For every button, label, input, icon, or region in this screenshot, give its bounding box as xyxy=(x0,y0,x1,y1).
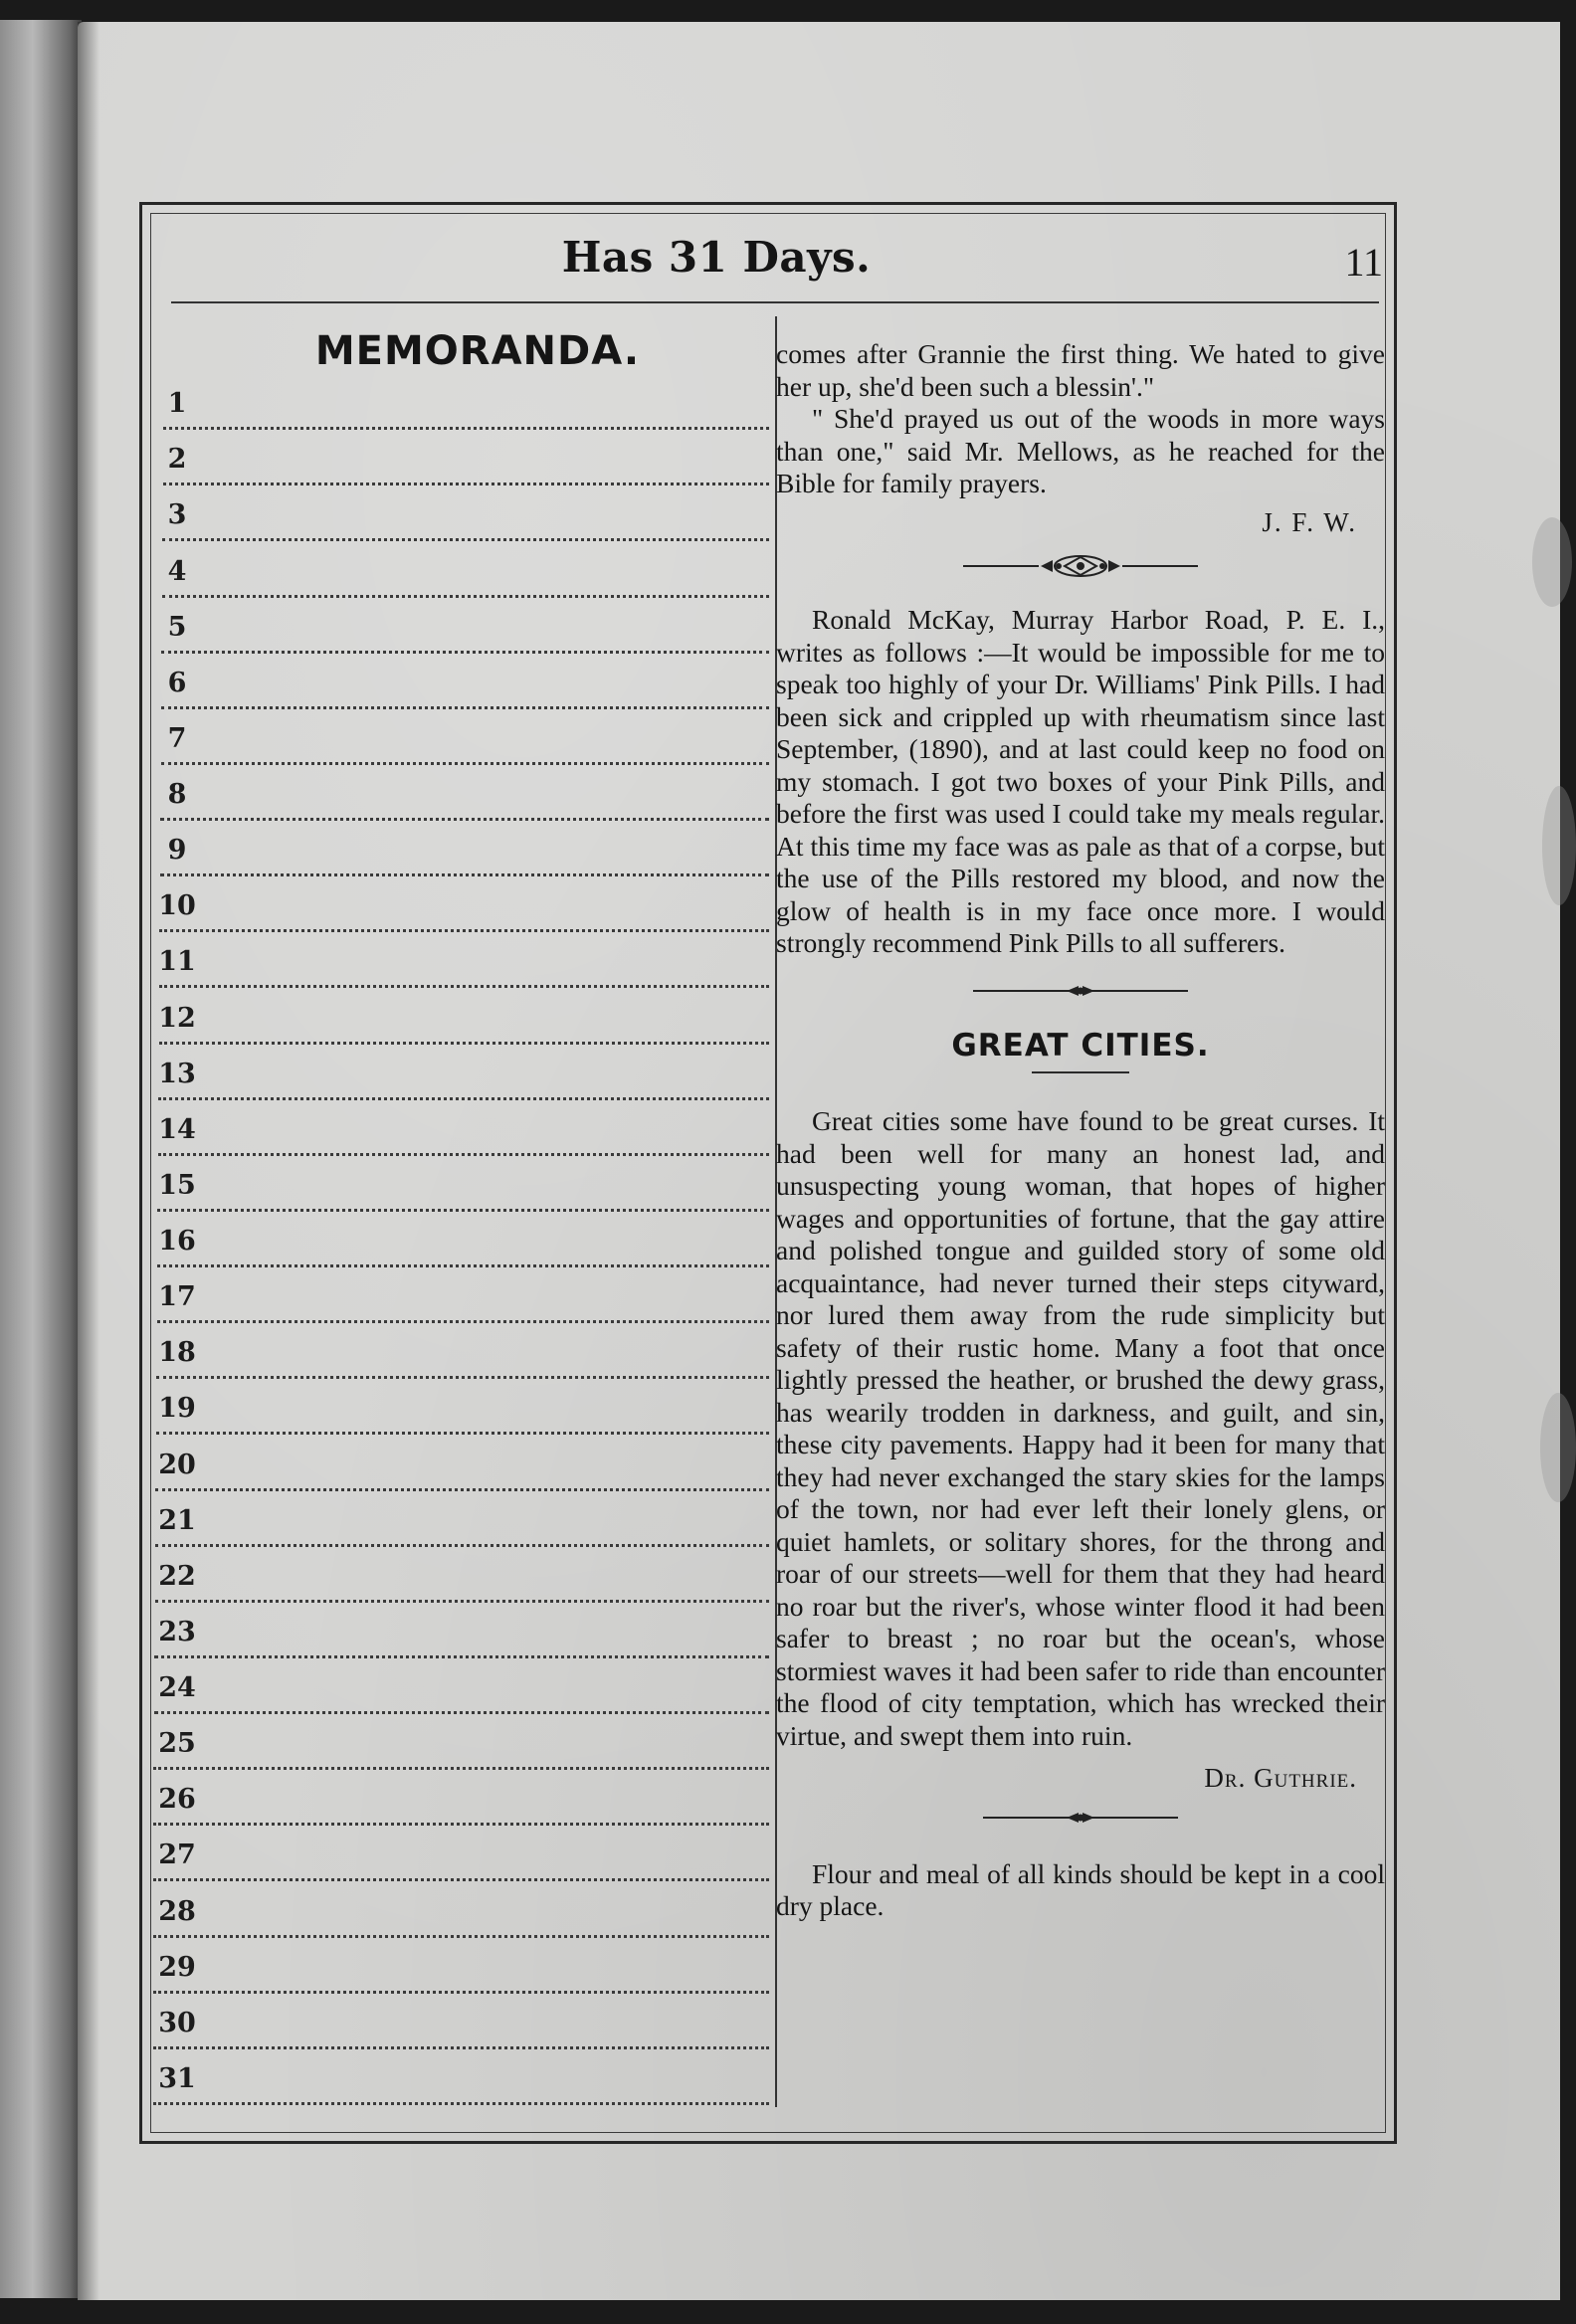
memoranda-dotted-line xyxy=(163,483,769,485)
memoranda-day-number: 5 xyxy=(167,611,187,643)
memoranda-day-line xyxy=(147,545,769,601)
memoranda-day-number: 2 xyxy=(167,444,187,476)
memoranda-day-line xyxy=(147,936,769,992)
memoranda-day-line xyxy=(147,1662,769,1718)
memoranda-dotted-line xyxy=(162,538,769,541)
memoranda-day-line xyxy=(147,434,769,489)
memoranda-day-number: 18 xyxy=(158,1337,196,1369)
memoranda-day-line xyxy=(147,378,769,434)
running-title: Has 31 Days. xyxy=(561,233,872,282)
memoranda-day-line xyxy=(147,825,769,880)
memoranda-dotted-line xyxy=(153,1767,769,1770)
memoranda-dotted-line xyxy=(153,1823,769,1826)
memoranda-title: MEMORANDA. xyxy=(314,328,641,374)
memoranda-day-number: 30 xyxy=(158,2007,196,2038)
memoranda-day-line xyxy=(147,769,769,825)
great-cities-paragraph: Great cities some have found to be great curses. It had been well for many an honest lad, and unsuspecting young woman, that hopes of higher wages and opportunities of fortune, that the gay attire and polished tongue and guilded story of some old acquaintance, had never turned their steps cityward, nor lured them away from the rude simplicity but safety of their rustic home. Many a foot that once lightly pressed the heather, or brushed the dewy grass, has wearily trodden in darkness, and guilt, and sin, these city pavements. Happy had it been for many that they had never exchanged the stary skies for the lamps of the town, nor had ever left their lonely glens, or quiet hamlets, or solitary shores, for the throng and roar of our streets—well for them that they had heard no roar but the river's, whose winter flood it had been safer to breast ; no roar but the ocean's, whose stormiest waves it had been safer to ride than encounter the flood of city temptation, which has wrecked their virtue, and swept them into ruin. xyxy=(776,1105,1385,1751)
memoranda-day-number: 8 xyxy=(167,779,187,811)
memoranda-day-line xyxy=(147,1160,769,1216)
memoranda-dotted-line xyxy=(153,1991,769,1994)
facing-page-edge xyxy=(0,20,82,2298)
testimonial-paragraph: Ronald McKay, Murray Harbor Road, P. E. I., writes as follows :—It would be impossible for me to speak too highly of your Dr. Williams' Pink Pills. I had been sick and crippled up with rheumatism since last September, (1890), and at last could keep no food on my stomach. I got two boxes of your Pink Pills, and before the first was used I could take my meals regular. At this time my face was as pale as that of a corpse, but the use of the Pills restored my blood, and now the glow of health is in my face once more. I would strongly recommend Pink Pills to all sufferers. xyxy=(776,604,1385,958)
paper-stain xyxy=(1542,786,1576,905)
memoranda-dotted-line xyxy=(161,651,769,654)
memoranda-day-line xyxy=(147,1104,769,1160)
memoranda-day-line xyxy=(147,1216,769,1271)
memoranda-dotted-line xyxy=(158,1153,769,1156)
memoranda-list xyxy=(147,378,769,2109)
memoranda-dotted-line xyxy=(161,706,769,709)
memoranda-day-number: 13 xyxy=(158,1058,196,1089)
heading-rule xyxy=(1032,1071,1129,1073)
memoranda-day-line xyxy=(147,1830,769,1885)
memoranda-dotted-line xyxy=(163,427,769,430)
memoranda-dotted-line xyxy=(156,1432,769,1435)
memoranda-day-number: 1 xyxy=(167,388,187,420)
memoranda-day-line xyxy=(147,658,769,713)
memoranda-dotted-line xyxy=(162,595,769,598)
memoranda-dotted-line xyxy=(160,873,769,876)
memoranda-day-line xyxy=(147,2053,769,2109)
memoranda-day-line xyxy=(147,880,769,936)
section-heading: GREAT CITIES. xyxy=(951,1027,1210,1064)
paper-stain xyxy=(1532,517,1572,607)
memoranda-day-number: 23 xyxy=(158,1616,196,1647)
memoranda-day-line xyxy=(147,489,769,545)
memoranda-dotted-line xyxy=(153,1878,769,1881)
memoranda-dotted-line xyxy=(161,762,769,765)
memoranda-dotted-line xyxy=(153,2102,769,2105)
ornament-divider xyxy=(776,546,1385,586)
memoranda-day-number: 22 xyxy=(158,1560,196,1592)
memoranda-day-number: 12 xyxy=(158,1002,196,1034)
paper-stain xyxy=(1540,1393,1576,1502)
memoranda-dotted-line xyxy=(156,1376,769,1379)
memoranda-day-number: 11 xyxy=(158,946,196,978)
memoranda-day-line xyxy=(147,713,769,769)
memoranda-dotted-line xyxy=(160,818,769,821)
memoranda-dotted-line xyxy=(157,1264,769,1267)
memoranda-day-line xyxy=(147,992,769,1048)
memoranda-day-line xyxy=(147,1327,769,1383)
memoranda-day-line xyxy=(147,602,769,658)
memoranda-day-number: 26 xyxy=(158,1784,196,1816)
page-number: 11 xyxy=(1344,240,1383,285)
memoranda-day-number: 6 xyxy=(167,667,187,698)
story-signature: J. F. W. xyxy=(1262,506,1357,537)
header-rule xyxy=(171,301,1379,303)
memoranda-day-number: 29 xyxy=(158,1951,196,1983)
memoranda-day-number: 7 xyxy=(167,722,187,754)
memoranda-dotted-line xyxy=(157,1209,769,1212)
memoranda-day-line xyxy=(147,1718,769,1774)
memoranda-day-number: 10 xyxy=(158,890,196,922)
memoranda-dotted-line xyxy=(159,929,769,932)
memoranda-day-number: 21 xyxy=(158,1504,196,1536)
memoranda-dotted-line xyxy=(157,1320,769,1323)
memoranda-day-line xyxy=(147,1998,769,2053)
ornament-divider xyxy=(776,978,1385,1018)
memoranda-day-line xyxy=(147,1607,769,1662)
dash-ornament-icon xyxy=(971,979,1190,1003)
memoranda-day-number: 27 xyxy=(158,1840,196,1871)
memoranda-dotted-line xyxy=(158,1097,769,1100)
memoranda-day-number: 9 xyxy=(167,835,187,867)
memoranda-day-number: 16 xyxy=(158,1226,196,1258)
memoranda-day-number: 14 xyxy=(158,1113,196,1145)
memoranda-day-line xyxy=(147,1439,769,1494)
dash-ornament-icon xyxy=(981,1806,1180,1830)
article-column xyxy=(776,338,1385,1923)
great-cities-signature: Dr. Guthrie. xyxy=(1204,1763,1357,1793)
memoranda-day-line xyxy=(147,1049,769,1104)
memoranda-day-line xyxy=(147,1942,769,1998)
memoranda-day-number: 25 xyxy=(158,1728,196,1760)
memoranda-day-line xyxy=(147,1271,769,1327)
memoranda-dotted-line xyxy=(154,1655,769,1658)
memoranda-day-line xyxy=(147,1495,769,1551)
running-head xyxy=(169,231,1383,300)
memoranda-dotted-line xyxy=(159,985,769,988)
memoranda-day-line xyxy=(147,1383,769,1439)
memoranda-day-line xyxy=(147,1885,769,1941)
memoranda-day-line xyxy=(147,1551,769,1607)
memoranda-day-number: 31 xyxy=(158,2062,196,2094)
memoranda-day-number: 19 xyxy=(158,1393,196,1425)
memoranda-dotted-line xyxy=(155,1544,769,1547)
memoranda-day-number: 28 xyxy=(158,1895,196,1927)
memoranda-dotted-line xyxy=(155,1488,769,1491)
tip-paragraph: Flour and meal of all kinds should be kept in a cool dry place. xyxy=(776,1857,1385,1921)
memoranda-day-number: 3 xyxy=(167,499,187,531)
memoranda-dotted-line xyxy=(154,1711,769,1714)
story-paragraph: comes after Grannie the first thing. We hated to give her up, she'd been such a blessin'." xyxy=(776,338,1385,402)
memoranda-day-number: 15 xyxy=(158,1169,196,1201)
memoranda-day-number: 4 xyxy=(167,555,187,587)
ornament-divider xyxy=(776,1805,1385,1844)
scroll-ornament-icon xyxy=(961,546,1200,586)
story-paragraph: " She'd prayed us out of the woods in more ways than one," said Mr. Mellows, as he reached for the Bible for family prayers. xyxy=(776,403,1385,498)
memoranda-dotted-line xyxy=(153,1935,769,1938)
memoranda-day-number: 17 xyxy=(158,1281,196,1313)
spine-shadow xyxy=(78,22,99,2300)
memoranda-dotted-line xyxy=(155,1600,769,1603)
memoranda-day-number: 20 xyxy=(158,1449,196,1480)
memoranda-dotted-line xyxy=(159,1042,769,1045)
memoranda-day-line xyxy=(147,1774,769,1830)
memoranda-day-number: 24 xyxy=(158,1672,196,1704)
memoranda-dotted-line xyxy=(153,2046,769,2049)
